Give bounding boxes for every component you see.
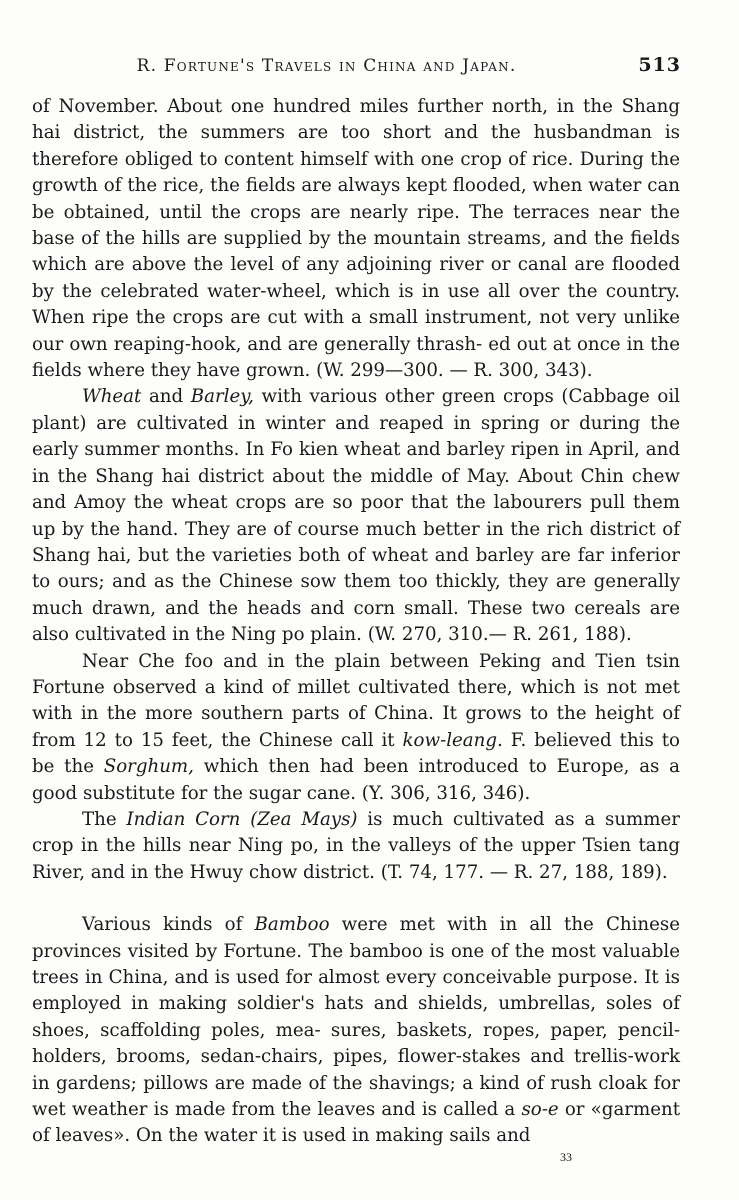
- text-run: The: [82, 808, 127, 830]
- signature-mark: 33: [560, 1150, 572, 1164]
- page-number: 513: [638, 54, 681, 76]
- text-run: of November. About one hundred miles further north, in the Shang hai district, the summers are too short and the husbandman is therefore obliged to content himself with one crop of rice. During the growth of the rice, the fields are always kept flooded, when water can be obtained, until the crops are nearly ripe. The terraces near the base of the hills are supplied by the mountain streams, and the fields which are above the level of any adjoining river or canal are flooded by the celebrated water-wheel, which is in use all over the country. When ripe the crops are cut with a small instrument, not very unlike our own reaping-hook, and are generally thrash- ed out at once in the fields where they have grown. (W. 299—300. — R. 300, 343).: [32, 96, 680, 382]
- italic-term: so-e: [521, 1099, 559, 1121]
- text-run: and: [141, 386, 191, 408]
- paragraph-rice-continued: [32, 94, 680, 384]
- paragraph-bamboo: [32, 912, 680, 1150]
- text-run: F. believed this to be the: [32, 729, 681, 778]
- text-run: Various kinds of: [82, 914, 255, 936]
- italic-term: Bamboo: [254, 914, 330, 936]
- body-text: [32, 94, 680, 1150]
- paragraph-millet: [32, 649, 680, 807]
- text-run: were met with in all the Chinese provinces visited by Fortune. The bamboo is one of the most valuable trees in China, and is used for almost every conceivable purpose. It is employed in making soldier's hats and shields, umbrellas, soles of shoes, scaffolding poles, mea- sures, baskets, ropes, paper, pencil-holders, brooms, sedan-chairs, pipes, flower-stakes and trellis-work in gardens; pillows are made of the shavings; a kind of rush cloak for wet weather is made from the leaves and is called a: [32, 914, 680, 1121]
- page-header: [32, 54, 681, 80]
- italic-term: Wheat: [82, 386, 142, 408]
- text-run: is much cultivated as a summer crop in the hills near Ning po, in the valleys of the upper Tsien tang River, and in the Hwuy chow district. (T. 74, 177. — R. 27, 188, 189).: [32, 808, 680, 883]
- text-run: with various other green crops (Cabbage oil plant) are cultivated in winter and reaped in spring or during the early summer months. In Fo kien wheat and barley ripen in April, and in the Shang hai district about the middle of May. About Chin chew and Amoy the wheat crops are so poor that the labourers pull them up by the hand. They are of course much better in the rich district of Shang hai, but the varieties both of wheat and barley are far inferior to ours; and as the Chinese sow them too thickly, they are generally much drawn, and the heads and corn small. These two cereals are also cultivated in the Ning po plain. (W. 270, 310.— R. 261, 188).: [32, 386, 680, 646]
- paragraph-wheat-barley: [32, 384, 680, 648]
- text-run: Near Che foo and in the plain between Peking and Tien tsin Fortune observed a kind of millet cultivated there, which is not met with in the more southern parts of China. It grows to the height of from 12 to 15 feet, the Chinese call it: [32, 650, 680, 751]
- running-title: R. Fortune's Travels in China and Japan.: [136, 56, 517, 76]
- italic-term: Sorghum,: [103, 756, 194, 778]
- italic-term: Barley,: [190, 386, 254, 408]
- italic-term: kow-leang.: [402, 729, 503, 751]
- text-run: or «garment of leaves». On the water it is used in making sails and: [32, 1099, 681, 1147]
- section-gap: [32, 886, 680, 912]
- paragraph-indian-corn: [32, 807, 680, 886]
- text-run: which then had been introduced to Europe, as a good substitute for the sugar cane. (Y. 306, 316, 346).: [32, 756, 680, 804]
- italic-term: Indian Corn (Zea Mays): [126, 808, 358, 830]
